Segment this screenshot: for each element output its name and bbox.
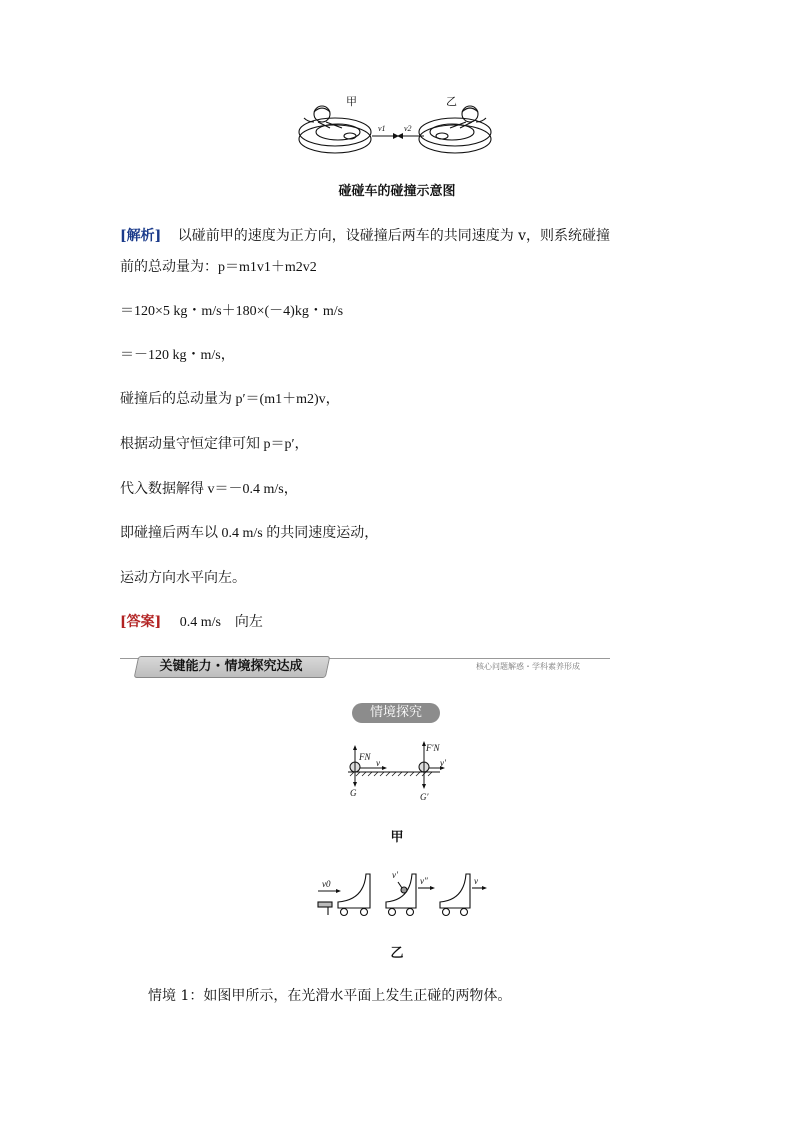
cart-slide-diagram: [312, 866, 492, 922]
answer-text: 0.4 m/s 向左: [179, 615, 263, 630]
analysis-tag: [解析]: [120, 228, 162, 244]
fn-label: FN: [359, 752, 371, 762]
situation-1-text: 情境 1：如图甲所示，在光滑水平面上发生正碰的两物体。: [148, 988, 512, 1004]
v-label-fig3: v: [474, 876, 478, 886]
v0-label: v0: [322, 879, 331, 889]
figure1-label-right: 乙: [446, 96, 457, 108]
analysis-line-5: 碰撞后的总动量为 p′＝(m1＋m2)v，: [120, 392, 340, 407]
v-double-prime-label: v″: [420, 876, 428, 886]
section-bar-title: 关键能力・情境探究达成: [159, 659, 303, 674]
right-bumper-car: [419, 106, 491, 153]
answer-tag: [答案]: [120, 614, 162, 630]
v1-label: v1: [378, 124, 386, 133]
section-bar-subtitle: 核心问题解惑・学科素养形成: [476, 662, 580, 671]
fn-prime-label: F′N: [426, 743, 440, 753]
analysis-line-7: 代入数据解得 v＝－0.4 m/s，: [120, 482, 298, 497]
v-label-fig2: v: [376, 758, 380, 768]
analysis-line-3: ＝120×5 kg・m/s＋180×(－4)kg・m/s: [120, 304, 344, 319]
analysis-line-8: 即碰撞后两车以 0.4 m/s 的共同速度运动，: [120, 526, 379, 541]
section-bar: [120, 656, 610, 678]
analysis-line-1: [120, 226, 610, 246]
v2-label: v2: [404, 124, 412, 133]
bumper-car-figure: [290, 92, 500, 162]
figure2-caption: 甲: [390, 830, 404, 845]
analysis-line-2: 前的总动量为：p＝m1v1＋m2v2: [120, 260, 317, 275]
analysis-line-9: 运动方向水平向左。: [120, 570, 246, 586]
collision-force-diagram: [340, 740, 460, 806]
left-bumper-car: [299, 106, 371, 153]
answer-line: [120, 612, 263, 633]
analysis-line-4: ＝－120 kg・m/s，: [120, 348, 235, 363]
g-label: G: [350, 788, 357, 798]
figure1-label-left: 甲: [346, 96, 357, 108]
analysis-text-1: 以碰前甲的速度为正方向，设碰撞后两车的共同速度为 v，则系统碰撞: [177, 228, 611, 244]
g-prime-label: G′: [420, 792, 429, 802]
v-prime-label-fig3: v′: [392, 870, 398, 880]
figure1-caption: 碰碰车的碰撞示意图: [338, 184, 456, 199]
figure3-caption: 乙: [390, 946, 404, 961]
v-prime-label-fig2: v′: [440, 758, 446, 768]
situation-badge: 情境探究: [352, 703, 440, 723]
analysis-line-6: 根据动量守恒定律可知 p＝p′，: [120, 437, 309, 452]
